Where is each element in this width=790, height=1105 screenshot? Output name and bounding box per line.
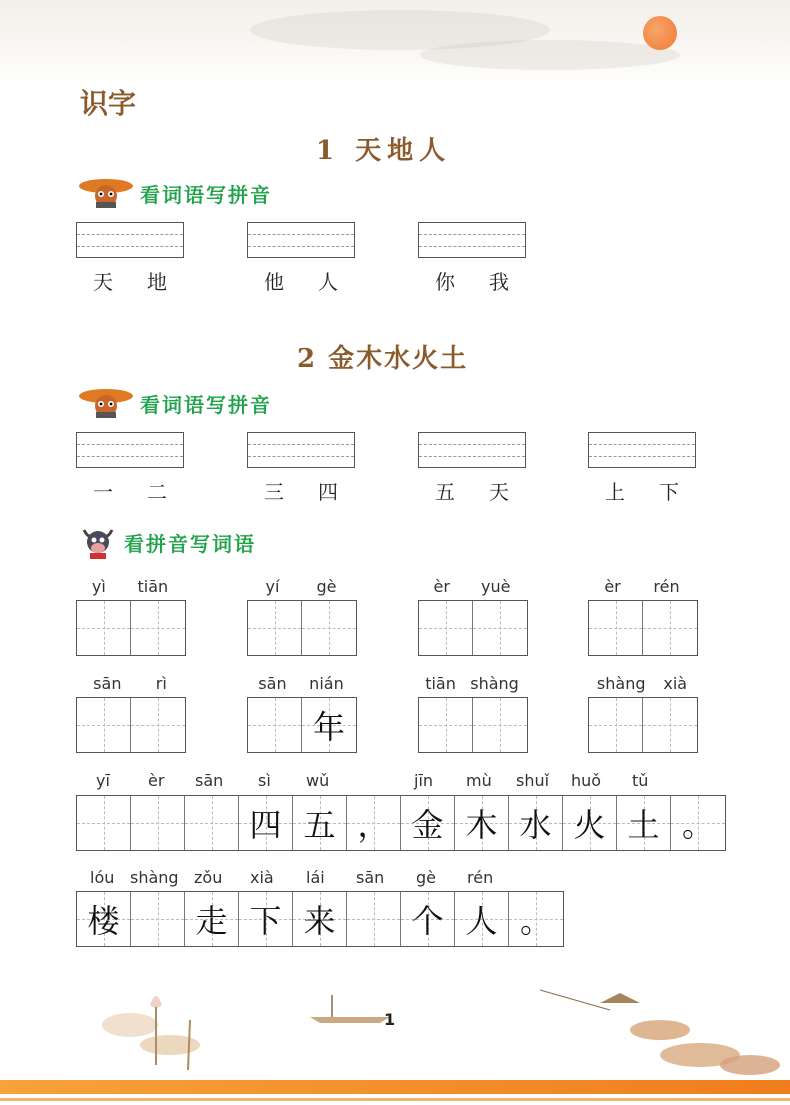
writing-cell[interactable]: 金 <box>401 796 455 850</box>
pinyin-syllable: èr <box>148 771 165 790</box>
writing-cell[interactable] <box>77 698 131 752</box>
pinyin-answer-box[interactable] <box>418 222 526 258</box>
pinyin-syllable: nián <box>309 674 344 693</box>
pinyin-syllable: sān <box>258 674 287 693</box>
pinyin-syllable: tiān <box>137 577 169 596</box>
pinyin-syllable: yí <box>265 577 280 596</box>
pinyin-syllable: mù <box>466 771 492 790</box>
pinyin-syllable: yī <box>96 771 110 790</box>
word-pair <box>418 476 526 505</box>
mascot-bull-icon <box>78 524 118 560</box>
writing-cell[interactable]: 年 <box>302 698 356 752</box>
sentence1-grid[interactable] <box>76 795 726 851</box>
writing-cell[interactable] <box>131 796 185 850</box>
tianzige-grid[interactable] <box>588 697 698 753</box>
sentence1-pinyin <box>76 771 726 793</box>
word-char: 五 <box>435 480 455 504</box>
pinyin-syllable: huǒ <box>571 771 602 790</box>
writing-cell[interactable] <box>643 601 697 655</box>
word-char: 上 <box>605 480 625 504</box>
pinyin-syllable: sān <box>195 771 224 790</box>
pinyin-syllable: sān <box>93 674 122 693</box>
writing-cell[interactable]: ， <box>347 796 401 850</box>
exercise-label: 看拼音写词语 <box>124 531 256 556</box>
pinyin-syllable: èr <box>604 577 621 596</box>
pinyin-syllable: shàng <box>470 674 519 693</box>
pinyin-syllable: gè <box>416 868 436 887</box>
pinyin-syllable: jīn <box>414 771 434 790</box>
writing-cell[interactable]: 走 <box>185 892 239 946</box>
word-pair <box>76 476 184 505</box>
pinyin-syllable: xià <box>250 868 274 887</box>
writing-cell[interactable] <box>185 796 239 850</box>
footer-line <box>0 1098 790 1101</box>
word-char: 三 <box>264 480 284 504</box>
word-char: 天 <box>93 270 113 294</box>
writing-cell[interactable]: 人 <box>455 892 509 946</box>
pinyin-syllable: shuǐ <box>516 771 550 790</box>
writing-cell[interactable] <box>77 601 131 655</box>
pinyin-syllable: shàng <box>596 674 646 693</box>
pinyin-label <box>76 674 184 693</box>
pinyin-syllable: gè <box>316 577 337 596</box>
tianzige-grid[interactable] <box>247 600 357 656</box>
pinyin-label <box>76 577 184 596</box>
pinyin-syllable: rén <box>653 577 680 596</box>
writing-cell[interactable] <box>589 698 643 752</box>
writing-cell[interactable] <box>473 698 527 752</box>
word-char: 二 <box>147 480 167 504</box>
word-pair <box>588 476 696 505</box>
mascot-hat-icon <box>78 386 134 420</box>
pinyin-syllable: shàng <box>130 868 179 887</box>
writing-cell[interactable] <box>131 601 185 655</box>
pinyin-label <box>588 577 696 596</box>
pinyin-syllable: sān <box>356 868 385 887</box>
word-pair <box>247 476 355 505</box>
writing-cell[interactable]: 楼 <box>77 892 131 946</box>
pinyin-syllable: èr <box>433 577 450 596</box>
page-number: 1 <box>384 1010 396 1029</box>
word-char: 四 <box>318 480 338 504</box>
writing-cell[interactable] <box>473 601 527 655</box>
word-char: 人 <box>318 270 338 294</box>
word-char: 天 <box>489 480 509 504</box>
tianzige-grid[interactable] <box>588 600 698 656</box>
lesson1-exercise-heading <box>78 176 272 210</box>
word-char: 他 <box>264 270 284 294</box>
writing-cell[interactable]: 土 <box>617 796 671 850</box>
pinyin-syllable: wǔ <box>306 771 330 790</box>
word-pair <box>247 266 355 295</box>
word-pair <box>418 266 526 295</box>
pinyin-label <box>247 674 355 693</box>
pinyin-answer-box[interactable] <box>247 222 355 258</box>
writing-cell[interactable]: 个 <box>401 892 455 946</box>
pinyin-answer-box[interactable] <box>418 432 526 468</box>
lesson1-title: 1 天地人 <box>316 136 452 166</box>
exercise-label: 看词语写拼音 <box>140 392 272 417</box>
word-char: 下 <box>659 480 679 504</box>
word-char: 一 <box>93 480 113 504</box>
pinyin-answer-box[interactable] <box>588 432 696 468</box>
pinyin-label <box>588 674 696 693</box>
writing-cell[interactable] <box>302 601 356 655</box>
footer-lotus-decoration <box>70 985 790 1080</box>
sentence2-grid[interactable] <box>76 891 564 947</box>
writing-cell[interactable] <box>248 601 302 655</box>
writing-cell[interactable]: 五 <box>293 796 347 850</box>
pinyin-label <box>418 674 526 693</box>
pinyin-syllable: tǔ <box>632 771 649 790</box>
exercise-label: 看词语写拼音 <box>140 182 272 207</box>
lesson2-title: 2 金木水火土 <box>297 344 469 374</box>
pinyin-syllable: lái <box>306 868 325 887</box>
writing-cell[interactable] <box>131 698 185 752</box>
sentence2-pinyin <box>76 868 576 890</box>
tianzige-grid[interactable] <box>418 600 528 656</box>
pinyin-syllable: yuè <box>481 577 511 596</box>
writing-cell[interactable]: 。 <box>509 892 563 946</box>
cloud-decoration <box>420 40 680 70</box>
pinyin-answer-box[interactable] <box>76 222 184 258</box>
writing-cell[interactable] <box>131 892 185 946</box>
lesson2-exercise1-heading <box>78 386 272 420</box>
writing-cell[interactable]: 水 <box>509 796 563 850</box>
writing-cell[interactable] <box>347 892 401 946</box>
writing-cell[interactable]: 来 <box>293 892 347 946</box>
pinyin-label <box>247 577 355 596</box>
sun-icon <box>643 16 677 50</box>
writing-cell[interactable]: 下 <box>239 892 293 946</box>
writing-cell[interactable] <box>419 601 473 655</box>
section-label: 识字 <box>80 87 137 120</box>
mascot-hat-icon <box>78 176 134 210</box>
writing-cell[interactable]: 木 <box>455 796 509 850</box>
tianzige-grid[interactable] <box>76 697 186 753</box>
pinyin-label <box>418 577 526 596</box>
pinyin-syllable: yì <box>91 577 106 596</box>
writing-cell[interactable] <box>248 698 302 752</box>
footer-bar <box>0 1080 790 1094</box>
pinyin-syllable: lóu <box>90 868 115 887</box>
lesson2-exercise2-heading <box>78 524 256 560</box>
tianzige-grid[interactable] <box>247 697 357 753</box>
writing-cell[interactable] <box>419 698 473 752</box>
writing-cell[interactable] <box>77 796 131 850</box>
tianzige-grid[interactable] <box>418 697 528 753</box>
writing-cell[interactable] <box>643 698 697 752</box>
pinyin-syllable: zǒu <box>194 868 223 887</box>
pinyin-syllable: rì <box>155 674 167 693</box>
writing-cell[interactable] <box>589 601 643 655</box>
pinyin-syllable: rén <box>467 868 494 887</box>
writing-cell[interactable]: 火 <box>563 796 617 850</box>
pinyin-syllable: tiān <box>425 674 456 693</box>
pinyin-syllable: xià <box>663 674 688 693</box>
writing-cell[interactable]: 四 <box>239 796 293 850</box>
pinyin-answer-box[interactable] <box>76 432 184 468</box>
pinyin-syllable: sì <box>258 771 271 790</box>
word-char: 我 <box>489 270 509 294</box>
pinyin-answer-box[interactable] <box>247 432 355 468</box>
word-pair <box>76 266 184 295</box>
word-char: 地 <box>147 270 167 294</box>
word-char: 你 <box>435 270 455 294</box>
tianzige-grid[interactable] <box>76 600 186 656</box>
writing-cell[interactable]: 。 <box>671 796 725 850</box>
